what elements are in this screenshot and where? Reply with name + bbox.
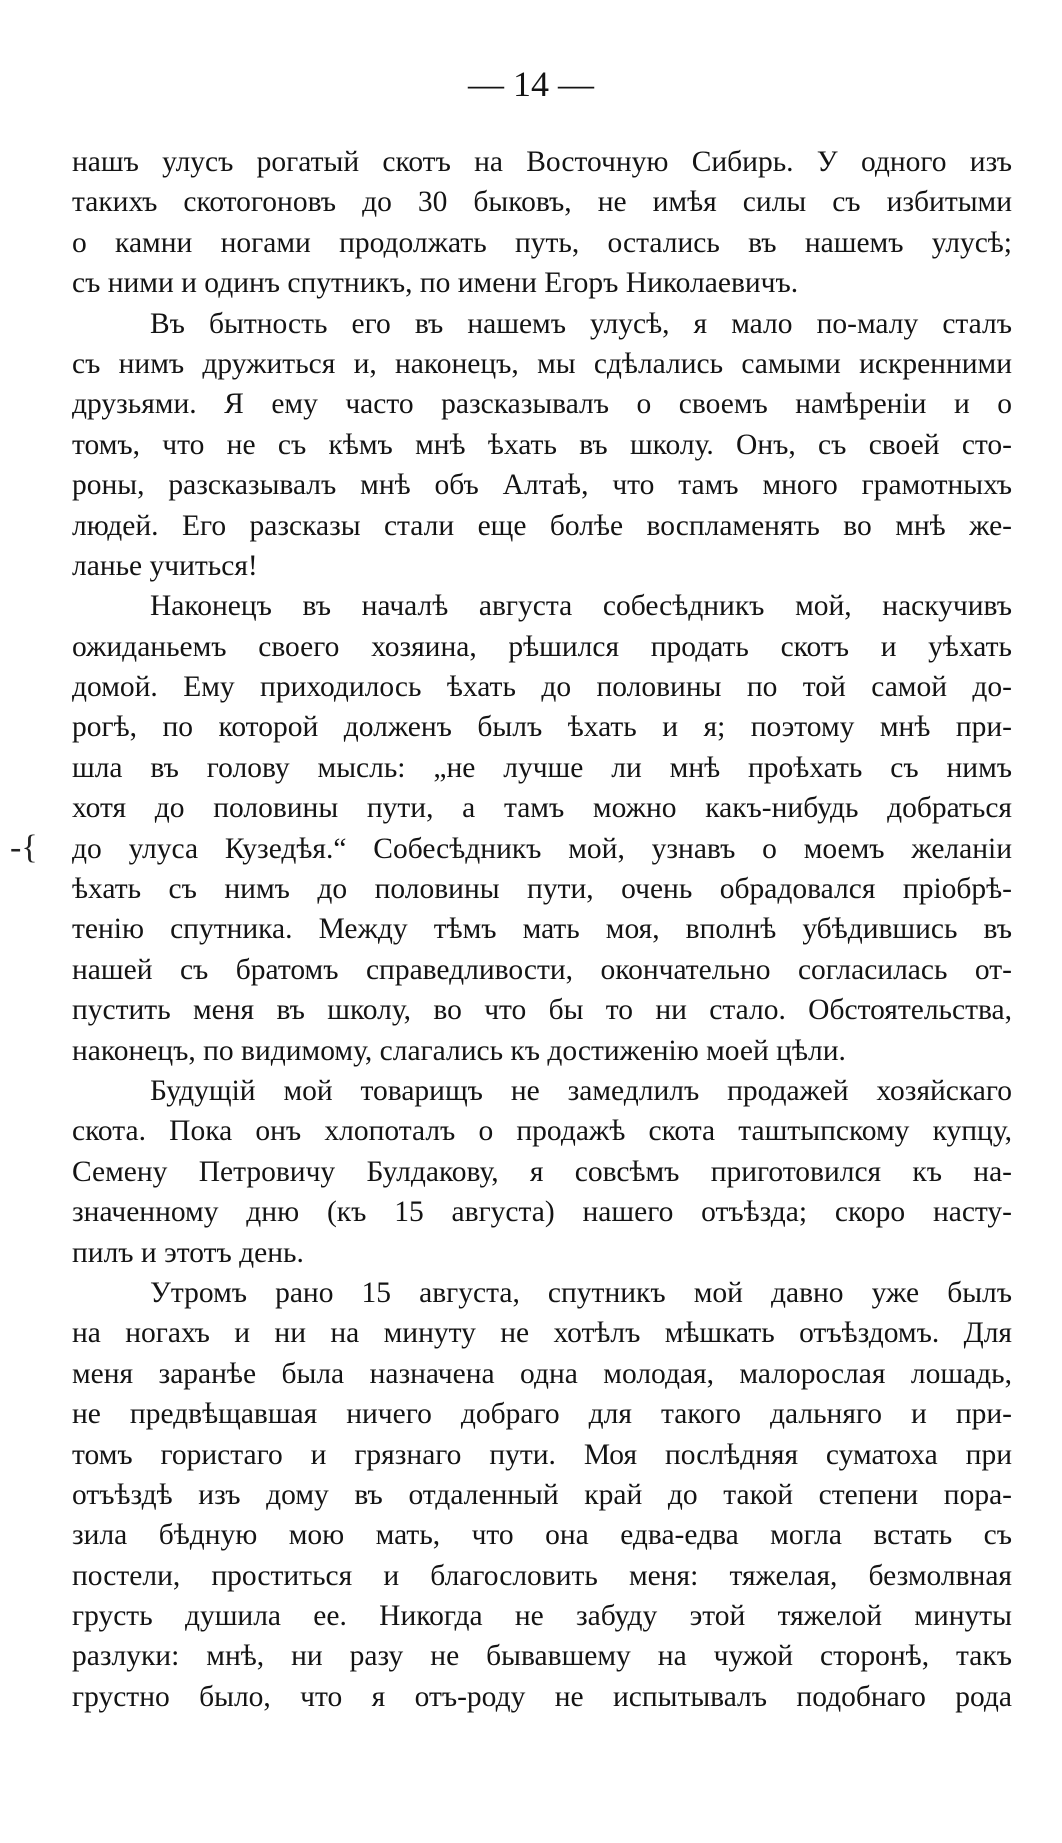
text-line: роны, разсказывалъ мнѣ объ Алтаѣ, что тамъ много грамотныхъ bbox=[72, 469, 1012, 502]
text-line: Семену Петровичу Булдакову, я совсѣмъ приготовился къ на- bbox=[72, 1155, 1012, 1188]
body-text bbox=[72, 142, 1012, 1717]
text-line: рогѣ, по которой долженъ былъ ѣхать и я; поэтому мнѣ при- bbox=[72, 711, 1012, 744]
text-line: грустно было, что я отъ-роду не испытывалъ подобнаго рода bbox=[72, 1680, 1012, 1713]
text-line: нашей съ братомъ справедливости, окончательно согласилась от- bbox=[72, 953, 1012, 986]
margin-mark: -{ bbox=[10, 829, 38, 866]
text-line: домой. Ему приходилось ѣхать до половины по той самой до- bbox=[72, 671, 1012, 704]
text-line: нашъ улусъ рогатый скотъ на Восточную Сибирь. У одного изъ bbox=[72, 146, 1012, 178]
text-line: хотя до половины пути, а тамъ можно какъ-нибудь добраться bbox=[72, 792, 1012, 825]
text-line: разлуки: мнѣ, ни разу не бывавшему на чужой сторонѣ, такъ bbox=[72, 1640, 1012, 1673]
text-line: томъ гористаго и грязнаго пути. Моя послѣдняя суматоха при bbox=[72, 1438, 1012, 1471]
text-line: шла въ голову мысль: „не лучше ли мнѣ проѣхать съ нимъ bbox=[72, 751, 1012, 784]
text-line: Въ бытность его въ нашемъ улусѣ, я мало по-малу сталъ bbox=[150, 307, 1012, 340]
text-line: зила бѣдную мою мать, что она едва-едва могла встать съ bbox=[72, 1519, 1012, 1552]
text-line: людей. Его разсказы стали еще болѣе воспламенять во мнѣ же- bbox=[72, 509, 1012, 542]
text-line: наконецъ, по видимому, слагались къ достиженію моей цѣли. bbox=[72, 1034, 846, 1067]
text-line: съ ними и одинъ спутникъ, по имени Егоръ Николаевичъ. bbox=[72, 267, 799, 300]
text-line: тенію спутника. Между тѣмъ мать моя, вполнѣ убѣдившись въ bbox=[72, 913, 1012, 946]
text-line: Будущій мой товарищъ не замедлилъ продажей хозяйскаго bbox=[150, 1074, 1012, 1107]
text-line: друзьями. Я ему часто разсказывалъ о своемъ намѣреніи и о bbox=[72, 388, 1012, 421]
text-line: скота. Пока онъ хлопоталъ о продажѣ скота таштыпскому купцу, bbox=[72, 1115, 1012, 1148]
text-line: пилъ и этотъ день. bbox=[72, 1236, 304, 1269]
text-line: пустить меня въ школу, во что бы то ни стало. Обстоятельства, bbox=[72, 994, 1012, 1027]
text-line: не предвѣщавшая ничего добраго для такого дальняго и при- bbox=[72, 1398, 1012, 1431]
text-line: на ногахъ и ни на минуту не хотѣлъ мѣшкать отъѣздомъ. Для bbox=[72, 1317, 1012, 1350]
text-line: о камни ногами продолжать путь, остались въ нашемъ улусѣ; bbox=[72, 226, 1012, 259]
text-line: значенному дню (къ 15 августа) нашего отъѣзда; скоро насту- bbox=[72, 1196, 1012, 1229]
text-line: съ нимъ дружиться и, наконецъ, мы сдѣлались самыми искренними bbox=[72, 347, 1012, 380]
text-line: Утромъ рано 15 августа, спутникъ мой давно уже былъ bbox=[150, 1276, 1012, 1309]
text-line: Наконецъ въ началѣ августа собесѣдникъ мой, наскучивъ bbox=[150, 590, 1012, 623]
text-line: отъѣздѣ изъ дому въ отдаленный край до такой степени пора- bbox=[72, 1478, 1012, 1511]
text-line: грусть душила ее. Никогда не забуду этой тяжелой минуты bbox=[72, 1600, 1012, 1633]
text-line: до улуса Кузедѣя.“ Собесѣдникъ мой, узнавъ о моемъ желаніи bbox=[72, 832, 1012, 865]
text-line: ланье учиться! bbox=[72, 549, 258, 582]
text-line: такихъ скотогоновъ до 30 быковъ, не имѣя силы съ избитыми bbox=[72, 186, 1012, 219]
text-line: ожиданьемъ своего хозяина, рѣшился продать скотъ и уѣхать bbox=[72, 630, 1012, 663]
text-line: меня заранѣе была назначена одна молодая, малорослая лошадь, bbox=[72, 1357, 1012, 1390]
page-number: — 14 — bbox=[468, 64, 594, 104]
text-line: томъ, что не съ кѣмъ мнѣ ѣхать въ школу. Онъ, съ своей сто- bbox=[72, 428, 1012, 461]
text-line: ѣхать съ нимъ до половины пути, очень обрадовался пріобрѣ- bbox=[72, 873, 1012, 906]
text-line: постели, проститься и благословить меня: тяжелая, безмолвная bbox=[72, 1559, 1012, 1592]
